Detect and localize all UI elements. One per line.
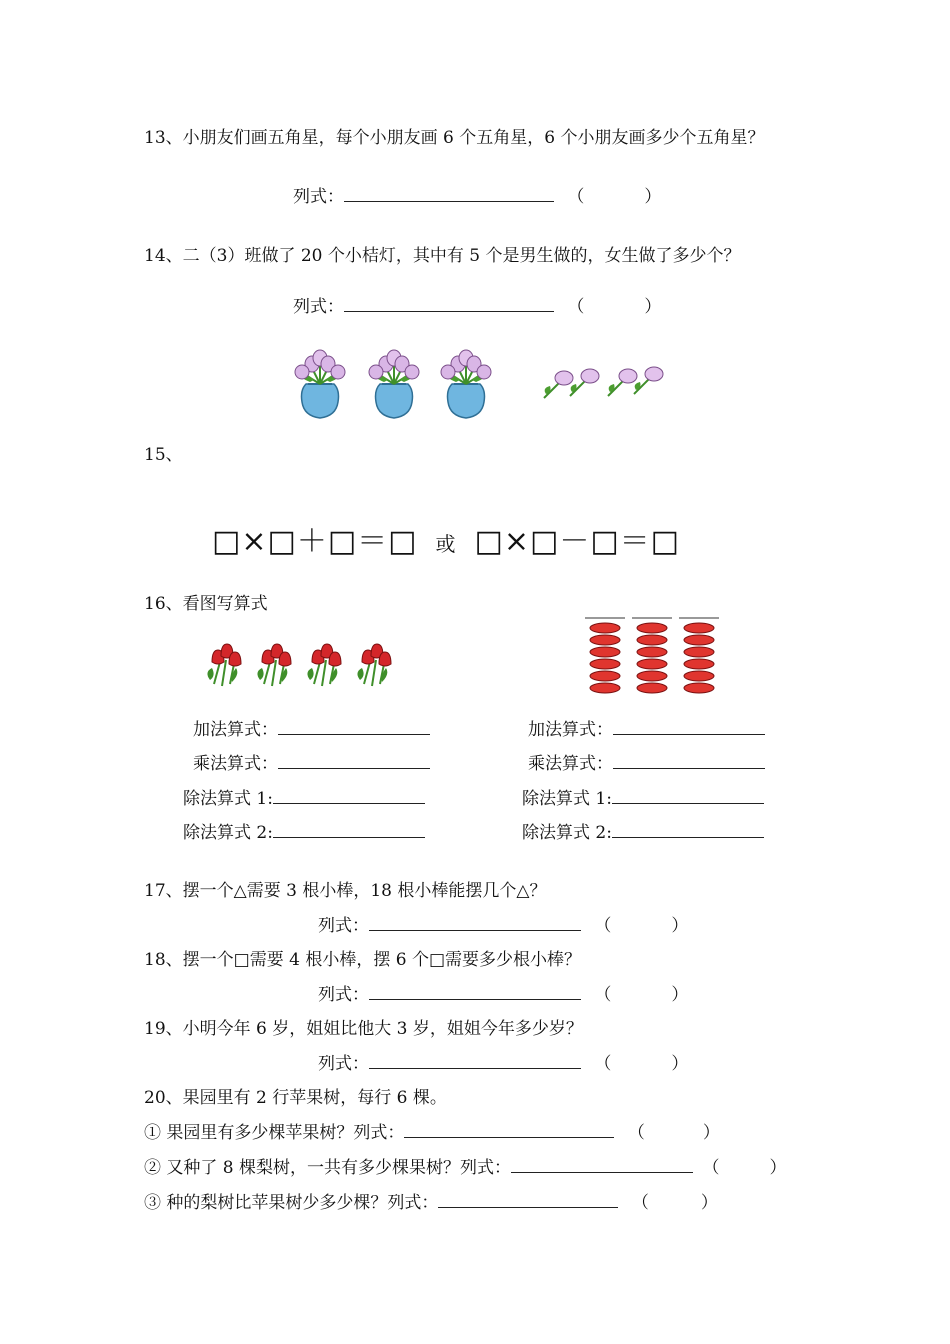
equation-right: □×□－□＝□ (474, 524, 681, 559)
or-word: 或 (435, 532, 457, 556)
q18-answer-blank[interactable] (369, 983, 581, 1000)
right-div2-blank[interactable] (612, 821, 764, 838)
loose-flower-icon (634, 367, 663, 394)
equation-left: □×□＋□＝□ (212, 524, 418, 559)
flower-vases-illustration (290, 340, 685, 420)
q13-question: 13、小朋友们画五角星，每个小朋友画 6 个五角星，6 个小朋友画多少个五角星？ (144, 128, 765, 148)
q18-formula-row (318, 983, 688, 1006)
paren-open: （ (594, 985, 612, 1005)
q17-question: 17、摆一个△需要 3 根小棒，18 根小棒能摆几个△？ (144, 881, 547, 901)
loose-flower-icon (570, 369, 599, 396)
red-lanterns-illustration (583, 616, 723, 694)
tulip-icon (257, 644, 291, 686)
sub1-label: ① 果园里有多少棵苹果树？列式： (144, 1123, 405, 1143)
formula-label: 列式： (318, 985, 369, 1005)
left-div2-row (183, 821, 425, 844)
paren-close: ） (702, 1123, 720, 1143)
tulip-icon (307, 644, 341, 686)
q20-sub3-row (144, 1191, 718, 1214)
div1-label: 除法算式 1: (183, 789, 273, 809)
q17-answer-blank[interactable] (369, 914, 581, 931)
paren-close: ） (671, 916, 689, 936)
add-label: 加法算式： (528, 720, 613, 740)
paren-open: （ (594, 916, 612, 936)
q14-question: 14、二（3）班做了 20 个小桔灯，其中有 5 个是男生做的，女生做了多少个？ (144, 246, 741, 266)
lantern-column-icon (632, 618, 672, 693)
left-div2-blank[interactable] (273, 821, 425, 838)
right-mul-row (528, 752, 765, 775)
lantern-column-icon (679, 618, 719, 693)
paren-close: ） (700, 1193, 718, 1213)
paren-open: （ (567, 297, 585, 317)
vase-icon (441, 350, 491, 418)
paren-open: （ (631, 1193, 649, 1213)
div2-label: 除法算式 2: (183, 823, 273, 843)
q20-sub2-blank[interactable] (511, 1156, 693, 1173)
q14-answer-blank[interactable] (344, 295, 554, 312)
q17-formula-row (318, 914, 688, 937)
q19-formula-row (318, 1052, 688, 1075)
vase-icon (295, 350, 345, 418)
div2-label: 除法算式 2: (522, 823, 612, 843)
right-div2-row (522, 821, 764, 844)
q16-title: 16、看图写算式 (144, 594, 268, 614)
q20-sub3-blank[interactable] (438, 1191, 618, 1208)
paren-open: （ (567, 187, 585, 207)
right-div1-blank[interactable] (612, 787, 764, 804)
q15-equation-row (212, 522, 680, 564)
q14-formula-row (293, 295, 661, 318)
left-add-row (193, 718, 430, 741)
red-tulips-illustration (200, 636, 400, 691)
q13-answer-blank[interactable] (344, 185, 554, 202)
q18-question: 18、摆一个□需要 4 根小棒，摆 6 个□需要多少根小棒？ (144, 950, 582, 970)
paren-close: ） (644, 187, 662, 207)
paren-open: （ (594, 1054, 612, 1074)
lantern-column-icon (585, 618, 625, 693)
formula-label: 列式： (293, 187, 344, 207)
q20-question: 20、果园里有 2 行苹果树，每行 6 棵。 (144, 1088, 447, 1108)
loose-flower-icon (544, 371, 573, 398)
left-div1-row (183, 787, 425, 810)
left-add-blank[interactable] (278, 718, 430, 735)
paren-open: （ (702, 1158, 720, 1178)
add-label: 加法算式： (193, 720, 278, 740)
paren-close: ） (671, 1054, 689, 1074)
left-mul-blank[interactable] (278, 752, 430, 769)
q15-number: 15、 (144, 445, 183, 465)
q13-formula-row (293, 185, 661, 208)
q20-sub2-row (144, 1156, 786, 1179)
right-div1-row (522, 787, 764, 810)
sub2-label: ② 又种了 8 棵梨树，一共有多少棵果树？列式： (144, 1158, 512, 1178)
tulip-icon (357, 644, 391, 686)
mul-label: 乘法算式： (528, 754, 613, 774)
sub3-label: ③ 种的梨树比苹果树少多少棵？列式： (144, 1193, 439, 1213)
paren-close: ） (671, 985, 689, 1005)
formula-label: 列式： (318, 1054, 369, 1074)
paren-close: ） (644, 297, 662, 317)
tulip-icon (207, 644, 241, 686)
left-mul-row (193, 752, 430, 775)
paren-open: （ (627, 1123, 645, 1143)
paren-close: ） (769, 1158, 787, 1178)
right-add-blank[interactable] (613, 718, 765, 735)
q20-sub1-row (144, 1121, 720, 1144)
loose-flower-icon (608, 369, 637, 396)
vase-icon (369, 350, 419, 418)
left-div1-blank[interactable] (273, 787, 425, 804)
formula-label: 列式： (293, 297, 344, 317)
right-mul-blank[interactable] (613, 752, 765, 769)
q19-question: 19、小明今年 6 岁，姐姐比他大 3 岁，姐姐今年多少岁？ (144, 1019, 583, 1039)
div1-label: 除法算式 1: (522, 789, 612, 809)
q19-answer-blank[interactable] (369, 1052, 581, 1069)
q20-sub1-blank[interactable] (404, 1121, 614, 1138)
mul-label: 乘法算式： (193, 754, 278, 774)
right-add-row (528, 718, 765, 741)
formula-label: 列式： (318, 916, 369, 936)
